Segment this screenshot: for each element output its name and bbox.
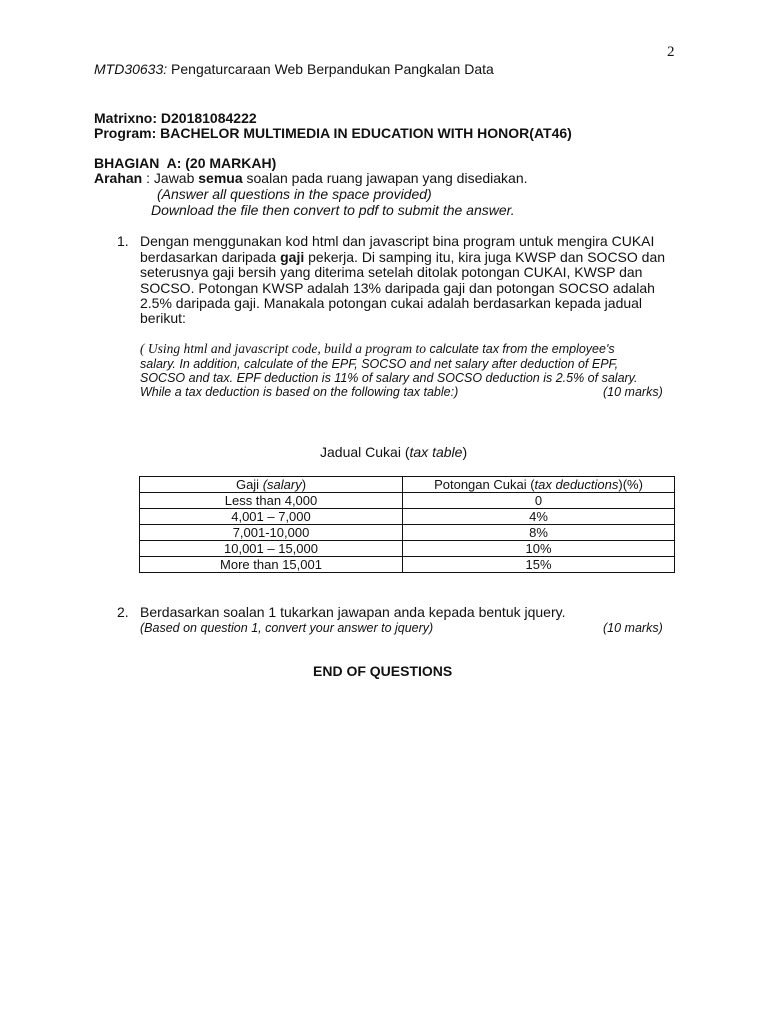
salary-header-pre: Gaji [235, 477, 263, 492]
salary-header-ital: (salary [262, 477, 302, 492]
q1-line-2-pre: berdasarkan daripada [140, 249, 281, 265]
program-label: Program: [94, 125, 157, 141]
q1-marks: (10 marks) [603, 385, 663, 399]
salary-cell: 10,001 – 15,000 [140, 541, 403, 557]
q1-english-line-3: SOCSO and tax. EPF deduction is 11% of salary and SOCSO deduction is 2.5% of salary. [140, 371, 638, 385]
instructions-pre: : Jawab [142, 170, 199, 186]
table-row [140, 525, 675, 541]
tax-table-header [140, 477, 675, 493]
q1-english-rest: calculate tax from the employee's [426, 342, 615, 356]
q2-text: Berdasarkan soalan 1 tukarkan jawapan anda kepada bentuk jquery. [140, 604, 566, 620]
q2-number: 2. [117, 604, 129, 620]
q1-english-serif: ( Using html and javascript code, build a program to [140, 341, 426, 356]
matrix-label: Matrixno: [94, 110, 157, 126]
q2-marks: (10 marks) [603, 621, 663, 635]
q1-line-2-bold: gaji [280, 249, 305, 265]
salary-cell: 7,001-10,000 [140, 525, 403, 541]
q1-number: 1. [117, 233, 129, 249]
download-instruction: Download the file then convert to pdf to submit the answer. [151, 202, 515, 218]
deduction-header-pre: Potongan Cukai ( [434, 477, 535, 492]
q1-english-line-2: salary. In addition, calculate of the EPF, SOCSO and net salary after deduction of EPF, [140, 357, 619, 371]
q1-line-6: berikut: [140, 310, 186, 326]
table-caption [320, 444, 467, 460]
table-caption-post: ) [462, 444, 468, 460]
q1-line-1: Dengan menggunakan kod html dan javascript bina program untuk mengira CUKAI [140, 233, 655, 249]
deduction-column-header [403, 477, 675, 493]
table-caption-ital: tax table [409, 444, 463, 460]
q2-english: (Based on question 1, convert your answer to jquery) [140, 621, 434, 635]
q1-line-5: 2.5% daripada gaji. Manakala potongan cukai adalah berdasarkan kepada jadual [140, 295, 643, 311]
course-code: MTD30633: [94, 61, 168, 77]
matrix-number [94, 110, 257, 126]
deduction-header-ital: tax deductions [534, 477, 619, 492]
q1-line-2-post: pekerja. Di samping itu, kira juga KWSP dan SOCSO dan [304, 249, 666, 265]
q1-line-4: SOCSO. Potongan KWSP adalah 13% daripada gaji dan potongan SOCSO adalah [140, 280, 655, 296]
salary-cell: Less than 4,000 [140, 493, 403, 509]
table-row [140, 509, 675, 525]
section-heading: BHAGIAN A: (20 MARKAH) [94, 155, 277, 171]
deduction-cell: 10% [403, 541, 675, 557]
salary-cell: More than 15,001 [140, 557, 403, 573]
program-line [94, 125, 572, 141]
instructions-english: (Answer all questions in the space provided) [157, 186, 432, 202]
program-value: BACHELOR MULTIMEDIA IN EDUCATION WITH HONOR(AT46) [160, 125, 572, 141]
deduction-cell: 4% [403, 509, 675, 525]
page-number: 2 [667, 44, 675, 60]
deduction-cell: 8% [403, 525, 675, 541]
tax-table [139, 476, 675, 573]
table-row [140, 557, 675, 573]
salary-header-post: ) [301, 477, 307, 492]
instructions-bold: semua [198, 170, 243, 186]
end-of-questions: END OF QUESTIONS [313, 663, 453, 679]
table-row [140, 541, 675, 557]
course-title: Pengaturcaraan Web Berpandukan Pangkalan Data [167, 61, 494, 77]
q1-line-2 [140, 249, 665, 265]
salary-column-header [140, 477, 403, 493]
matrix-value: D20181084222 [160, 110, 257, 126]
instructions-post: soalan pada ruang jawapan yang disediakan. [242, 170, 528, 186]
course-header [94, 61, 494, 77]
table-row [140, 493, 675, 509]
table-caption-pre: Jadual Cukai ( [320, 444, 410, 460]
deduction-cell: 0 [403, 493, 675, 509]
salary-cell: 4,001 – 7,000 [140, 509, 403, 525]
instructions-label: Arahan [94, 170, 143, 186]
q1-english-line-4: While a tax deduction is based on the following tax table:) [140, 385, 459, 399]
instructions [94, 170, 528, 186]
q1-line-3: seterusnya gaji bersih yang diterima setelah ditolak potongan CUKAI, KWSP dan [140, 264, 643, 280]
deduction-cell: 15% [403, 557, 675, 573]
deduction-header-post: )(%) [618, 477, 643, 492]
q1-english-line-1 [140, 341, 615, 357]
